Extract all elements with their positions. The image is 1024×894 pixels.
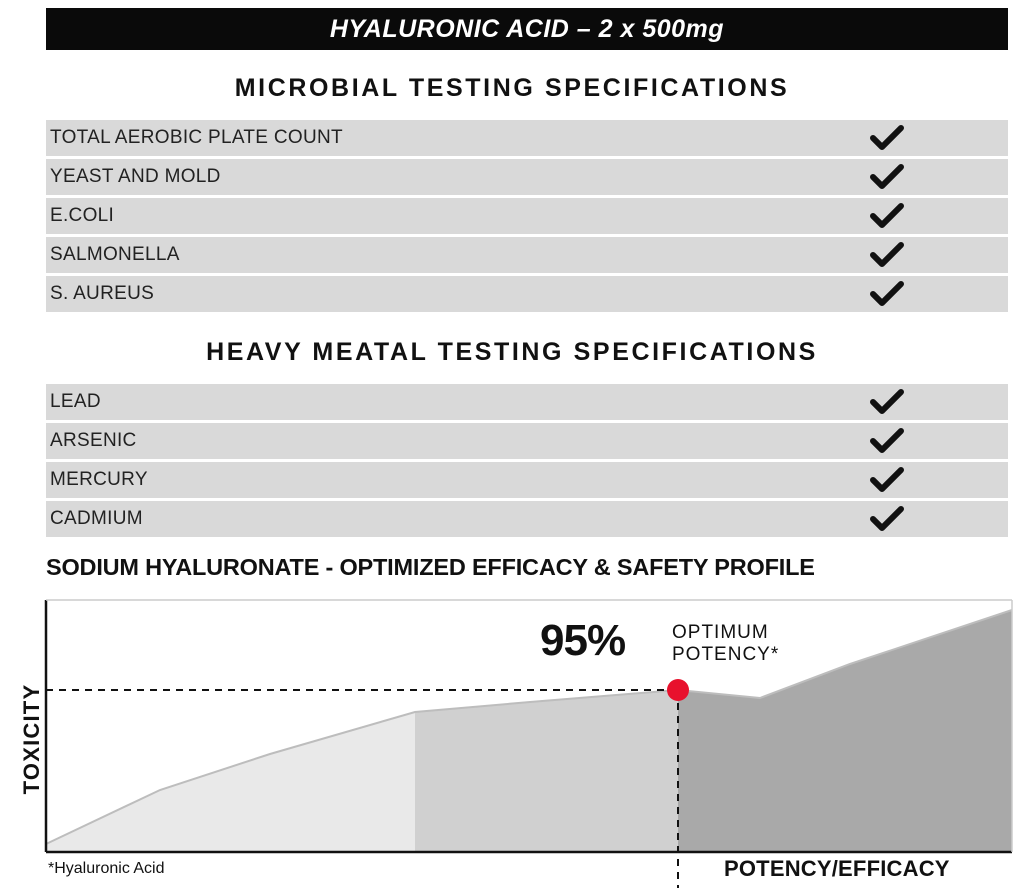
table-row [46, 159, 1008, 195]
page-title: HYALURONIC ACID – 2 x 500mg [329, 14, 725, 43]
chart-svg [0, 594, 1024, 894]
spec-label: MERCURY [50, 469, 148, 490]
optimum-annotation-line1: OPTIMUM [672, 622, 769, 643]
check-icon [870, 198, 904, 234]
spec-label: S. AUREUS [50, 283, 155, 304]
check-icon [870, 159, 904, 195]
spec-label: TOTAL AEROBIC PLATE COUNT [50, 127, 343, 148]
product-title-bar [46, 8, 1008, 50]
table-row [46, 198, 1008, 234]
chart-area-band-1 [46, 712, 415, 852]
check-icon [870, 501, 904, 537]
check-icon [870, 423, 904, 459]
microbial-section-heading: MICROBIAL TESTING SPECIFICATIONS [234, 74, 790, 102]
microbial-spec-table [46, 120, 1008, 315]
table-row [46, 501, 1008, 537]
check-icon [870, 384, 904, 420]
chart-footnote: *Hyaluronic Acid [48, 860, 165, 877]
table-row [46, 423, 1008, 459]
check-icon [870, 462, 904, 498]
spec-label: CADMIUM [50, 508, 143, 529]
spec-label: SALMONELLA [50, 244, 180, 265]
optimum-annotation [672, 622, 779, 666]
chart-y-axis-label: TOXICITY [19, 683, 44, 795]
check-icon [870, 120, 904, 156]
table-row [46, 237, 1008, 273]
chart-x-axis-label: POTENCY/EFFICACY [724, 856, 950, 881]
spec-label: LEAD [50, 391, 101, 412]
spec-label: YEAST AND MOLD [50, 166, 221, 187]
optimum-annotation-line2: POTENCY* [672, 644, 780, 665]
check-icon [870, 276, 904, 312]
table-row [46, 276, 1008, 312]
table-row [46, 384, 1008, 420]
chart-area-band-2 [415, 690, 678, 852]
check-icon [870, 237, 904, 273]
toxicity-potency-chart [0, 594, 1024, 894]
efficacy-section-heading: SODIUM HYALURONATE - OPTIMIZED EFFICACY & SAFETY PROFILE [46, 554, 815, 580]
optimum-marker-icon [667, 679, 689, 701]
table-row [46, 462, 1008, 498]
spec-label: ARSENIC [50, 430, 137, 451]
heavy-metal-spec-table [46, 384, 1008, 540]
table-row [46, 120, 1008, 156]
heavy-metal-section-heading: HEAVY MEATAL TESTING SPECIFICATIONS [206, 338, 818, 366]
spec-label: E.COLI [50, 205, 115, 226]
optimum-value-label: 95% [540, 616, 626, 665]
